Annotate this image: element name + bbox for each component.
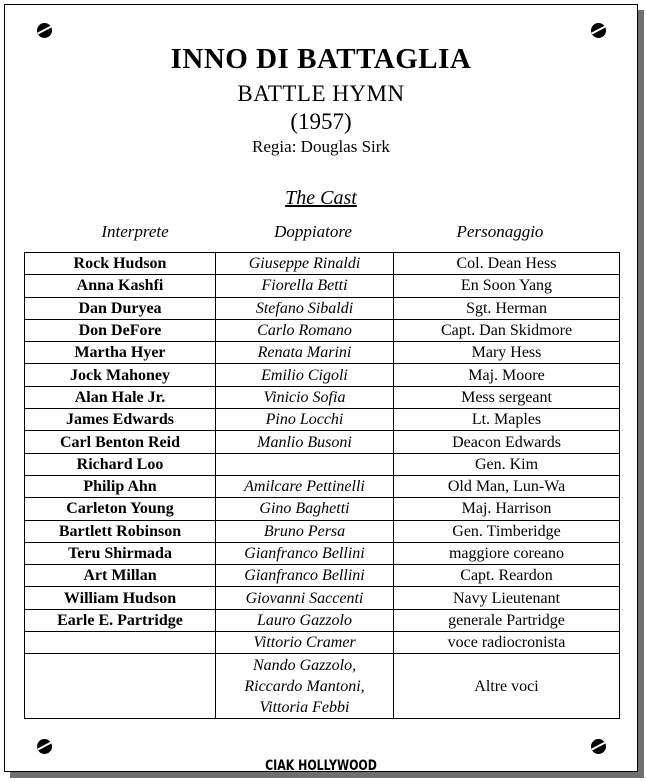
actor-cell: Don DeFore [25,319,216,341]
dubber-cell: Emilio Cigoli [216,364,394,386]
character-cell: generale Partridge [394,609,620,631]
table-row [25,253,620,275]
table-row [25,520,620,542]
actor-cell: Bartlett Robinson [25,520,216,542]
table-row [25,475,620,497]
table-row [25,453,620,475]
actor-cell: Art Millan [25,565,216,587]
column-header-actor: Interprete [101,222,169,241]
actor-cell: Rock Hudson [25,253,216,275]
actor-cell [25,654,216,719]
actor-cell: Teru Shirmada [25,542,216,564]
dubber-cell: Vinicio Sofia [216,386,394,408]
release-year: (1957) [290,109,352,134]
dubber-cell: Vittorio Cramer [216,632,394,654]
actor-cell: Dan Duryea [25,297,216,319]
table-row [25,319,620,341]
actor-cell: Richard Loo [25,453,216,475]
table-row [25,587,620,609]
dubber-cell: Gianfranco Bellini [216,565,394,587]
table-row [25,409,620,431]
character-cell: Maj. Moore [394,364,620,386]
column-header-character: Personaggio [456,222,544,241]
actor-cell: Carl Benton Reid [25,431,216,453]
character-cell: Lt. Maples [394,409,620,431]
table-row [25,654,620,719]
screw-icon [37,23,52,38]
table-row [25,565,620,587]
dubber-cell: Manlio Busoni [216,431,394,453]
character-cell: Capt. Reardon [394,565,620,587]
dubber-cell: Pino Locchi [216,409,394,431]
table-row [25,275,620,297]
character-cell: voce radiocronista [394,632,620,654]
table-row [25,542,620,564]
dubber-cell: Gino Baghetti [216,498,394,520]
dubber-cell: Giovanni Saccenti [216,587,394,609]
column-header-dubber: Doppiatore [274,222,352,241]
actor-cell: Anna Kashfi [25,275,216,297]
dubber-cell: Bruno Persa [216,520,394,542]
dubber-cell: Giuseppe Rinaldi [216,253,394,275]
dubber-cell: Fiorella Betti [216,275,394,297]
actor-cell [25,632,216,654]
character-cell: Altre voci [394,654,620,719]
director-line: Regia: Douglas Sirk [252,137,390,156]
dubber-cell [216,453,394,475]
character-cell: Deacon Edwards [394,431,620,453]
table-row [25,386,620,408]
dubber-cell [216,654,394,719]
character-cell: Old Man, Lun-Wa [394,475,620,497]
dubber-cell: Stefano Sibaldi [216,297,394,319]
actor-cell: Jock Mahoney [25,364,216,386]
character-cell: Maj. Harrison [394,498,620,520]
dubber-name-line: Nando Gazzolo, [252,656,357,674]
table-row [25,297,620,319]
dubber-cell: Renata Marini [216,342,394,364]
screw-icon [591,739,606,754]
character-cell: maggiore coreano [394,542,620,564]
actor-cell: Carleton Young [25,498,216,520]
cast-card [4,4,638,772]
actor-cell: Philip Ahn [25,475,216,497]
ciak-hollywood-logo: CIAK HOLLYWOOD [265,757,377,774]
character-cell: Gen. Kim [394,453,620,475]
table-row [25,364,620,386]
character-cell: Sgt. Herman [394,297,620,319]
actor-cell: Alan Hale Jr. [25,386,216,408]
character-cell: Mess sergeant [394,386,620,408]
character-cell: Capt. Dan Skidmore [394,319,620,341]
cast-heading: The Cast [285,187,357,209]
dubber-name-line: Riccardo Mantoni, [244,677,365,695]
character-cell: Mary Hess [394,342,620,364]
dubber-name-line: Vittoria Febbi [259,698,350,716]
dubber-cell: Carlo Romano [216,319,394,341]
table-row [25,498,620,520]
screw-icon [37,739,52,754]
actor-cell: James Edwards [25,409,216,431]
character-cell: Navy Lieutenant [394,587,620,609]
table-row [25,632,620,654]
dubber-cell: Lauro Gazzolo [216,609,394,631]
actor-cell: Earle E. Partridge [25,609,216,631]
page-subtitle: BATTLE HYMN [237,81,405,106]
dubber-cell: Amilcare Pettinelli [216,475,394,497]
page-title: INNO DI BATTAGLIA [170,43,472,75]
actor-cell: William Hudson [25,587,216,609]
character-cell: En Soon Yang [394,275,620,297]
table-row [25,609,620,631]
table-row [25,342,620,364]
screw-icon [591,23,606,38]
character-cell: Gen. Timberidge [394,520,620,542]
dubber-cell: Gianfranco Bellini [216,542,394,564]
character-cell: Col. Dean Hess [394,253,620,275]
actor-cell: Martha Hyer [25,342,216,364]
cast-table [24,252,620,719]
table-row [25,431,620,453]
